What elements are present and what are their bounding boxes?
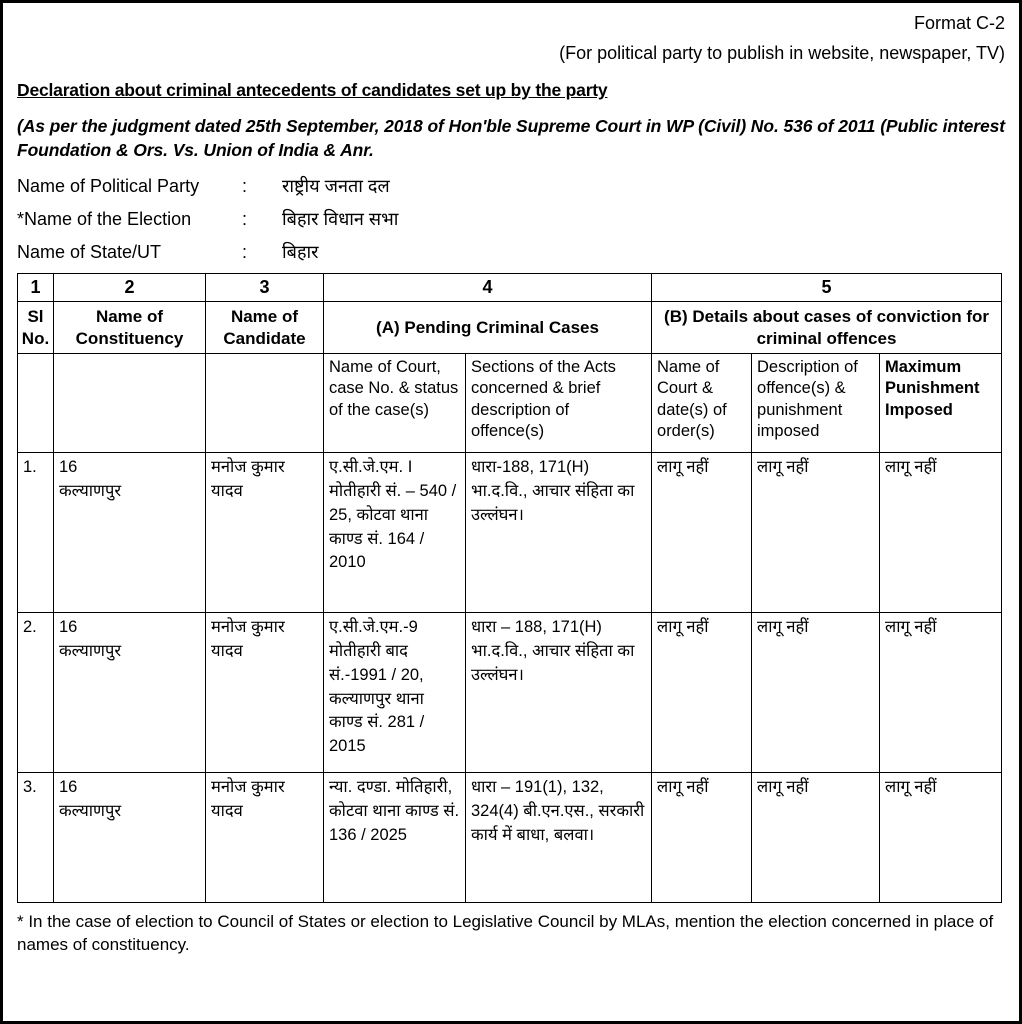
cell-conviction-description: लागू नहीं — [752, 772, 880, 902]
cell-conviction-court: लागू नहीं — [652, 452, 752, 612]
cell-constituency: 16 कल्याणपुर — [54, 452, 206, 612]
field-election-colon: : — [242, 209, 248, 230]
cell-court-case: ए.सी.जे.एम.-9 मोतीहारी बाद सं.-1991 / 20, कल्याणपुर थाना काण्ड सं. 281 / 2015 — [324, 612, 466, 772]
cell-sections: धारा-188, 171(H) भा.द.वि., आचार संहिता का उल्लंघन। — [466, 452, 652, 612]
cell-sl-no: 3. — [18, 772, 54, 902]
field-party-label: Name of Political Party — [17, 176, 200, 197]
publish-note: (For political party to publish in website, newspaper, TV) — [559, 43, 1005, 63]
cell-candidate: मनोज कुमार यादव — [206, 452, 324, 612]
header-constituency: Name of Constituency — [54, 302, 206, 354]
header-candidate: Name of Candidate — [206, 302, 324, 354]
table-row — [18, 772, 1002, 902]
field-party — [17, 174, 1005, 198]
cell-constituency: 16 कल्याणपुर — [54, 772, 206, 902]
table-header-row — [18, 302, 1002, 354]
field-election — [17, 207, 1005, 231]
party-fields — [17, 174, 1005, 264]
field-election-value: बिहार विधान सभा — [282, 209, 399, 230]
cell-court-case: न्या. दण्डा. मोतिहारी, कोटवा थाना काण्ड सं. 136 / 2025 — [324, 772, 466, 902]
footnote: * In the case of election to Council of States or election to Legislative Council by MLAs, mention the election concerned in place of names of constituency. — [17, 911, 994, 954]
cell-sl-no: 2. — [18, 612, 54, 772]
subheader-blank-constituency — [54, 353, 206, 452]
cell-candidate: मनोज कुमार यादव — [206, 772, 324, 902]
subheader-blank-candidate — [206, 353, 324, 452]
cell-conviction-court: लागू नहीं — [652, 612, 752, 772]
table-column-number-row — [18, 274, 1002, 302]
judgment-note: (As per the judgment dated 25th September, 2018 of Hon'ble Supreme Court in WP (Civil) No. 536 of 2011 (Public interest Foundation & Ors. Vs. Union of India & Anr. — [17, 116, 1006, 160]
field-state-label: Name of State/UT — [17, 242, 162, 263]
table-subheader-row — [18, 353, 1002, 452]
field-state-value: बिहार — [282, 242, 319, 263]
subheader-sections: Sections of the Acts concerned & brief description of offence(s) — [466, 353, 652, 452]
table-row — [18, 452, 1002, 612]
cell-conviction-description: लागू नहीं — [752, 612, 880, 772]
cell-maximum-punishment: लागू नहीं — [880, 452, 1002, 612]
table-row — [18, 612, 1002, 772]
cell-constituency: 16 कल्याणपुर — [54, 612, 206, 772]
cell-sections: धारा – 188, 171(H) भा.द.वि., आचार संहिता का उल्लंघन। — [466, 612, 652, 772]
col-num-3: 3 — [206, 274, 324, 302]
cell-court-case: ए.सी.जे.एम. I मोतीहारी सं. – 540 / 25, कोटवा थाना काण्ड सं. 164 / 2010 — [324, 452, 466, 612]
cell-conviction-court: लागू नहीं — [652, 772, 752, 902]
cell-sections: धारा – 191(1), 132, 324(4) बी.एन.एस., सरकारी कार्य में बाधा, बलवा। — [466, 772, 652, 902]
subheader-blank-sl — [18, 353, 54, 452]
field-state-colon: : — [242, 242, 248, 263]
declaration-title: Declaration about criminal antecedents of candidates set up by the party — [17, 80, 608, 100]
header-conviction-cases: (B) Details about cases of conviction for criminal offences — [652, 302, 1002, 354]
col-num-4: 4 — [324, 274, 652, 302]
col-num-5: 5 — [652, 274, 1002, 302]
field-party-value: राष्ट्रीय जनता दल — [282, 176, 390, 197]
subheader-maximum-punishment: Maximum Punishment Imposed — [880, 353, 1002, 452]
header-sl-no: Sl No. — [18, 302, 54, 354]
subheader-court-case: Name of Court, case No. & status of the case(s) — [324, 353, 466, 452]
format-label: Format C-2 — [913, 13, 1005, 33]
field-election-label: *Name of the Election — [17, 209, 192, 230]
header-pending-cases: (A) Pending Criminal Cases — [324, 302, 652, 354]
cell-conviction-description: लागू नहीं — [752, 452, 880, 612]
cell-sl-no: 1. — [18, 452, 54, 612]
col-num-1: 1 — [18, 274, 54, 302]
subheader-conviction-court: Name of Court & date(s) of order(s) — [652, 353, 752, 452]
cell-maximum-punishment: लागू नहीं — [880, 612, 1002, 772]
field-party-colon: : — [242, 176, 248, 197]
field-state — [17, 240, 1005, 264]
subheader-conviction-description: Description of offence(s) & punishment imposed — [752, 353, 880, 452]
cell-candidate: मनोज कुमार यादव — [206, 612, 324, 772]
candidates-table — [17, 273, 1002, 903]
cell-maximum-punishment: लागू नहीं — [880, 772, 1002, 902]
col-num-2: 2 — [54, 274, 206, 302]
